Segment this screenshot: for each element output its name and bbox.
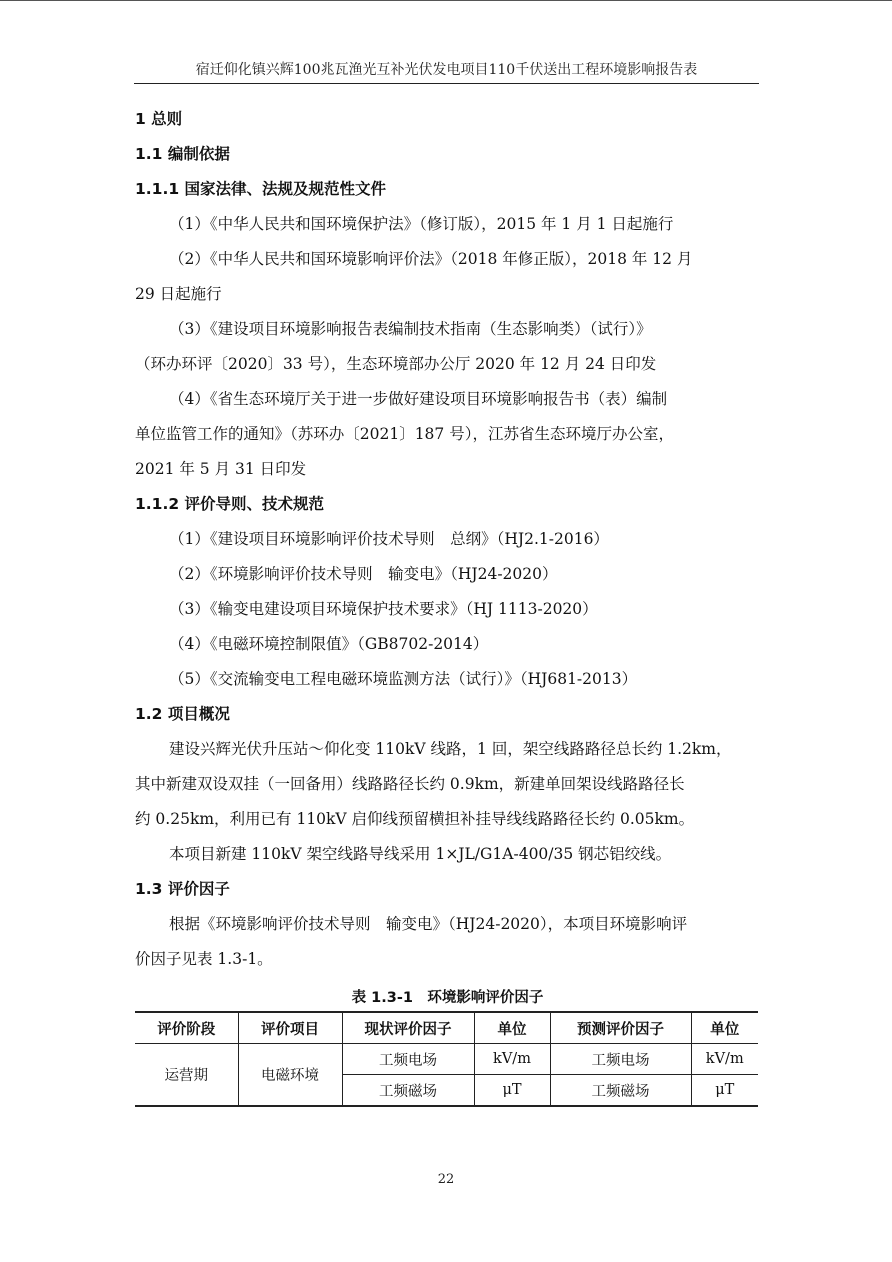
section-heading-1-1-2: 1.1.2 评价导则、技术规范	[135, 495, 325, 513]
table-caption: 表 1.3-1 环境影响评价因子	[351, 990, 544, 1006]
header-cell: 单位	[474, 1012, 550, 1044]
table-cell: kV/m	[691, 1044, 758, 1075]
overview-line-3: 约 0.25km，利用已有 110kV 启仰线预留横担补挂导线线路路径长约 0.05km。	[135, 810, 695, 828]
standard-item-1: （1）《建设项目环境影响评价技术导则 总纲》（HJ2.1-2016）	[169, 530, 609, 548]
table-cell: μT	[474, 1075, 550, 1107]
overview-line-4: 本项目新建 110kV 架空线路导线采用 1×JL/G1A-400/35 钢芯铝绞线。	[169, 845, 672, 863]
standard-item-4: （4）《电磁环境控制限值》（GB8702-2014）	[169, 635, 489, 653]
table-cell: μT	[691, 1075, 758, 1107]
page-number: 22	[437, 1172, 455, 1187]
section-heading-1: 1 总则	[135, 110, 183, 128]
document-body	[135, 102, 760, 1107]
law-item-3-line-2: （环办环评〔2020〕33 号），生态环境部办公厅 2020 年 12 月 24 日印发	[135, 355, 657, 373]
evaluation-line-1: 根据《环境影响评价技术导则 输变电》（HJ24-2020），本项目环境影响评	[169, 915, 688, 933]
law-item-4-line-1: （4）《省生态环境厅关于进一步做好建设项目环境影响报告书（表）编制	[169, 390, 668, 408]
law-item-4-line-3: 2021 年 5 月 31 日印发	[135, 460, 307, 478]
table-cell: 工频电场	[342, 1044, 474, 1075]
overview-line-2: 其中新建双设双挂（一回备用）线路路径长约 0.9km，新建单回架设线路路径长	[135, 775, 685, 793]
running-header: 宿迁仰化镇兴辉100兆瓦渔光互补光伏发电项目110千伏送出工程环境影响报告表	[195, 62, 698, 78]
stage-cell: 运营期	[135, 1044, 238, 1107]
page-top-edge	[0, 0, 892, 1]
law-item-2-line-1: （2）《中华人民共和国环境影响评价法》（2018 年修正版），2018 年 12 月	[169, 250, 693, 268]
table-cell: 工频电场	[550, 1044, 691, 1075]
standard-item-3: （3）《输变电建设项目环境保护技术要求》（HJ 1113-2020）	[169, 600, 598, 618]
header-cell: 现状评价因子	[342, 1012, 474, 1044]
law-item-4	[135, 382, 760, 487]
law-item-2	[135, 242, 760, 312]
section-heading-1-1-1: 1.1.1 国家法律、法规及规范性文件	[135, 180, 387, 198]
law-item-4-line-2: 单位监管工作的通知》（苏环办〔2021〕187 号），江苏省生态环境厅办公室，	[135, 425, 674, 443]
standard-item-5: （5）《交流输变电工程电磁环境监测方法（试行）》（HJ681-2013）	[169, 670, 638, 688]
section-heading-1-3: 1.3 评价因子	[135, 880, 230, 898]
table-header-row	[135, 1012, 758, 1044]
law-item-1: （1）《中华人民共和国环境保护法》（修订版），2015 年 1 月 1 日起施行	[169, 215, 674, 233]
header-cell: 评价阶段	[135, 1012, 238, 1044]
evaluation-line-2: 价因子见表 1.3-1。	[135, 950, 273, 968]
overview-line-1: 建设兴辉光伏升压站～仰化变 110kV 线路，1 回，架空线路路径总长约 1.2km，	[169, 740, 732, 758]
overview-paragraph-1	[135, 732, 760, 837]
evaluation-paragraph	[135, 907, 760, 977]
table-row	[135, 1044, 758, 1075]
evaluation-factor-table	[135, 1011, 758, 1107]
section-heading-1-1: 1.1 编制依据	[135, 145, 230, 163]
header-rule	[134, 83, 759, 84]
overview-paragraph-2	[135, 837, 760, 872]
section-heading-1-2: 1.2 项目概况	[135, 705, 230, 723]
header-cell: 预测评价因子	[550, 1012, 691, 1044]
header-cell: 评价项目	[238, 1012, 342, 1044]
law-item-2-line-2: 29 日起施行	[135, 285, 222, 303]
law-item-3	[135, 312, 760, 382]
table-cell: 工频磁场	[550, 1075, 691, 1107]
item-cell: 电磁环境	[238, 1044, 342, 1107]
standard-item-2: （2）《环境影响评价技术导则 输变电》（HJ24-2020）	[169, 565, 558, 583]
law-item-3-line-1: （3）《建设项目环境影响报告表编制技术指南（生态影响类）（试行）》	[169, 320, 652, 338]
table-cell: 工频磁场	[342, 1075, 474, 1107]
header-cell: 单位	[691, 1012, 758, 1044]
table-cell: kV/m	[474, 1044, 550, 1075]
